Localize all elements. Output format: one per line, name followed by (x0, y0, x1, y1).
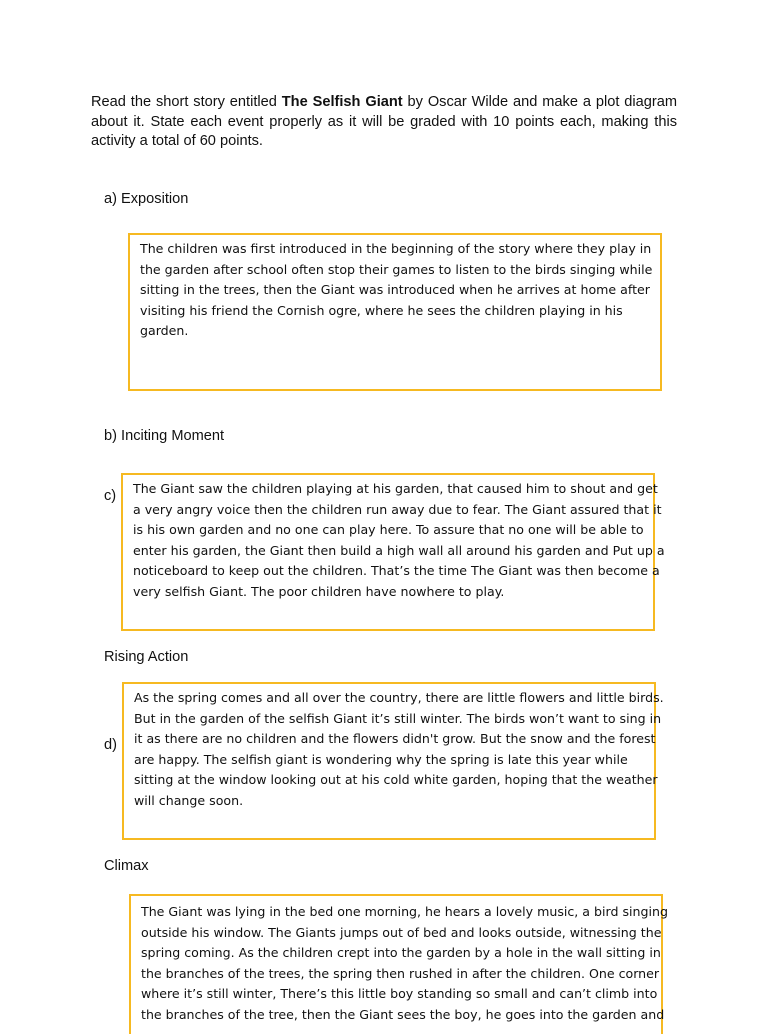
text-line: But in the garden of the selfish Giant it’s still winter. The birds won’t want to sing in (134, 710, 662, 726)
text-line: the branches of the trees, the spring then rushed in after the children. One corner (141, 965, 660, 981)
climax-box (129, 894, 668, 1034)
text-line: The Giant saw the children playing at his garden, that caused him to shout and get (133, 481, 658, 496)
rising-action-box (122, 682, 664, 840)
exposition-text (130, 235, 660, 342)
text-line: the garden after school often stop their games to listen to the birds singing while (140, 261, 653, 277)
inciting-moment-text (123, 475, 665, 602)
text-line: visiting his friend the Cornish ogre, where he sees the children playing in his (140, 302, 623, 318)
instructions-rest: by Oscar Wilde and make a plot diagram about it. State each event properly as it will be graded with 10 points each, making this activity a total of 60 points. (91, 94, 678, 149)
text-line: is his own garden and no one can play here. To assure that no one will be able to (133, 522, 644, 537)
climax-text (131, 896, 668, 1025)
text-line: a very angry voice then the children run away due to fear. The Giant assured that it (133, 501, 662, 517)
text-line: The Giant was lying in the bed one morning, he hears a lovely music, a bird singing (141, 904, 668, 919)
climax-label: Climax (104, 858, 149, 874)
text-line: the branches of the tree, then the Giant sees the boy, he goes into the garden and (141, 1006, 665, 1022)
story-title: The Selfish Giant (281, 94, 403, 110)
inciting-moment-box (121, 473, 665, 631)
text-line: outside his window. The Giants jumps out of bed and looks outside, witnessing the (141, 924, 662, 940)
text-line: As the spring comes and all over the country, there are little flowers and little birds. (134, 690, 664, 705)
text-line: where it’s still winter, There’s this little boy standing so small and can’t climb into (141, 986, 658, 1001)
text-line: will change soon. (134, 792, 244, 808)
instructions-paragraph (91, 93, 677, 152)
rising-marker: d) (104, 737, 117, 753)
inciting-marker: c) (104, 488, 117, 504)
rising-action-label: Rising Action (104, 649, 189, 665)
text-line: are happy. The selfish giant is wondering why the spring is late this year while (134, 751, 628, 767)
text-line: spring coming. As the children crept into the garden by a hole in the wall sitting in (141, 945, 661, 960)
text-line: enter his garden, the Giant then build a high wall all around his garden and Put up a (133, 542, 665, 558)
exposition-label: a) Exposition (104, 191, 189, 207)
exposition-box (128, 233, 662, 391)
text-line: sitting in the trees, then the Giant was introduced when he arrives at home after (140, 282, 650, 297)
text-line: noticeboard to keep out the children. That’s the time The Giant was then become a (133, 563, 660, 578)
text-line: very selfish Giant. The poor children have nowhere to play. (133, 583, 505, 599)
text-line: sitting at the window looking out at his cold white garden, hoping that the weather (134, 772, 658, 787)
text-line: The children was first introduced in the beginning of the story where they play in (140, 241, 652, 256)
rising-action-text (124, 684, 664, 811)
inciting-moment-label: b) Inciting Moment (104, 428, 225, 444)
text-line: garden. (140, 323, 189, 338)
instructions-lead: Read the short story entitled (91, 94, 282, 110)
text-line: it as there are no children and the flowers didn't grow. But the snow and the forest (134, 731, 656, 746)
